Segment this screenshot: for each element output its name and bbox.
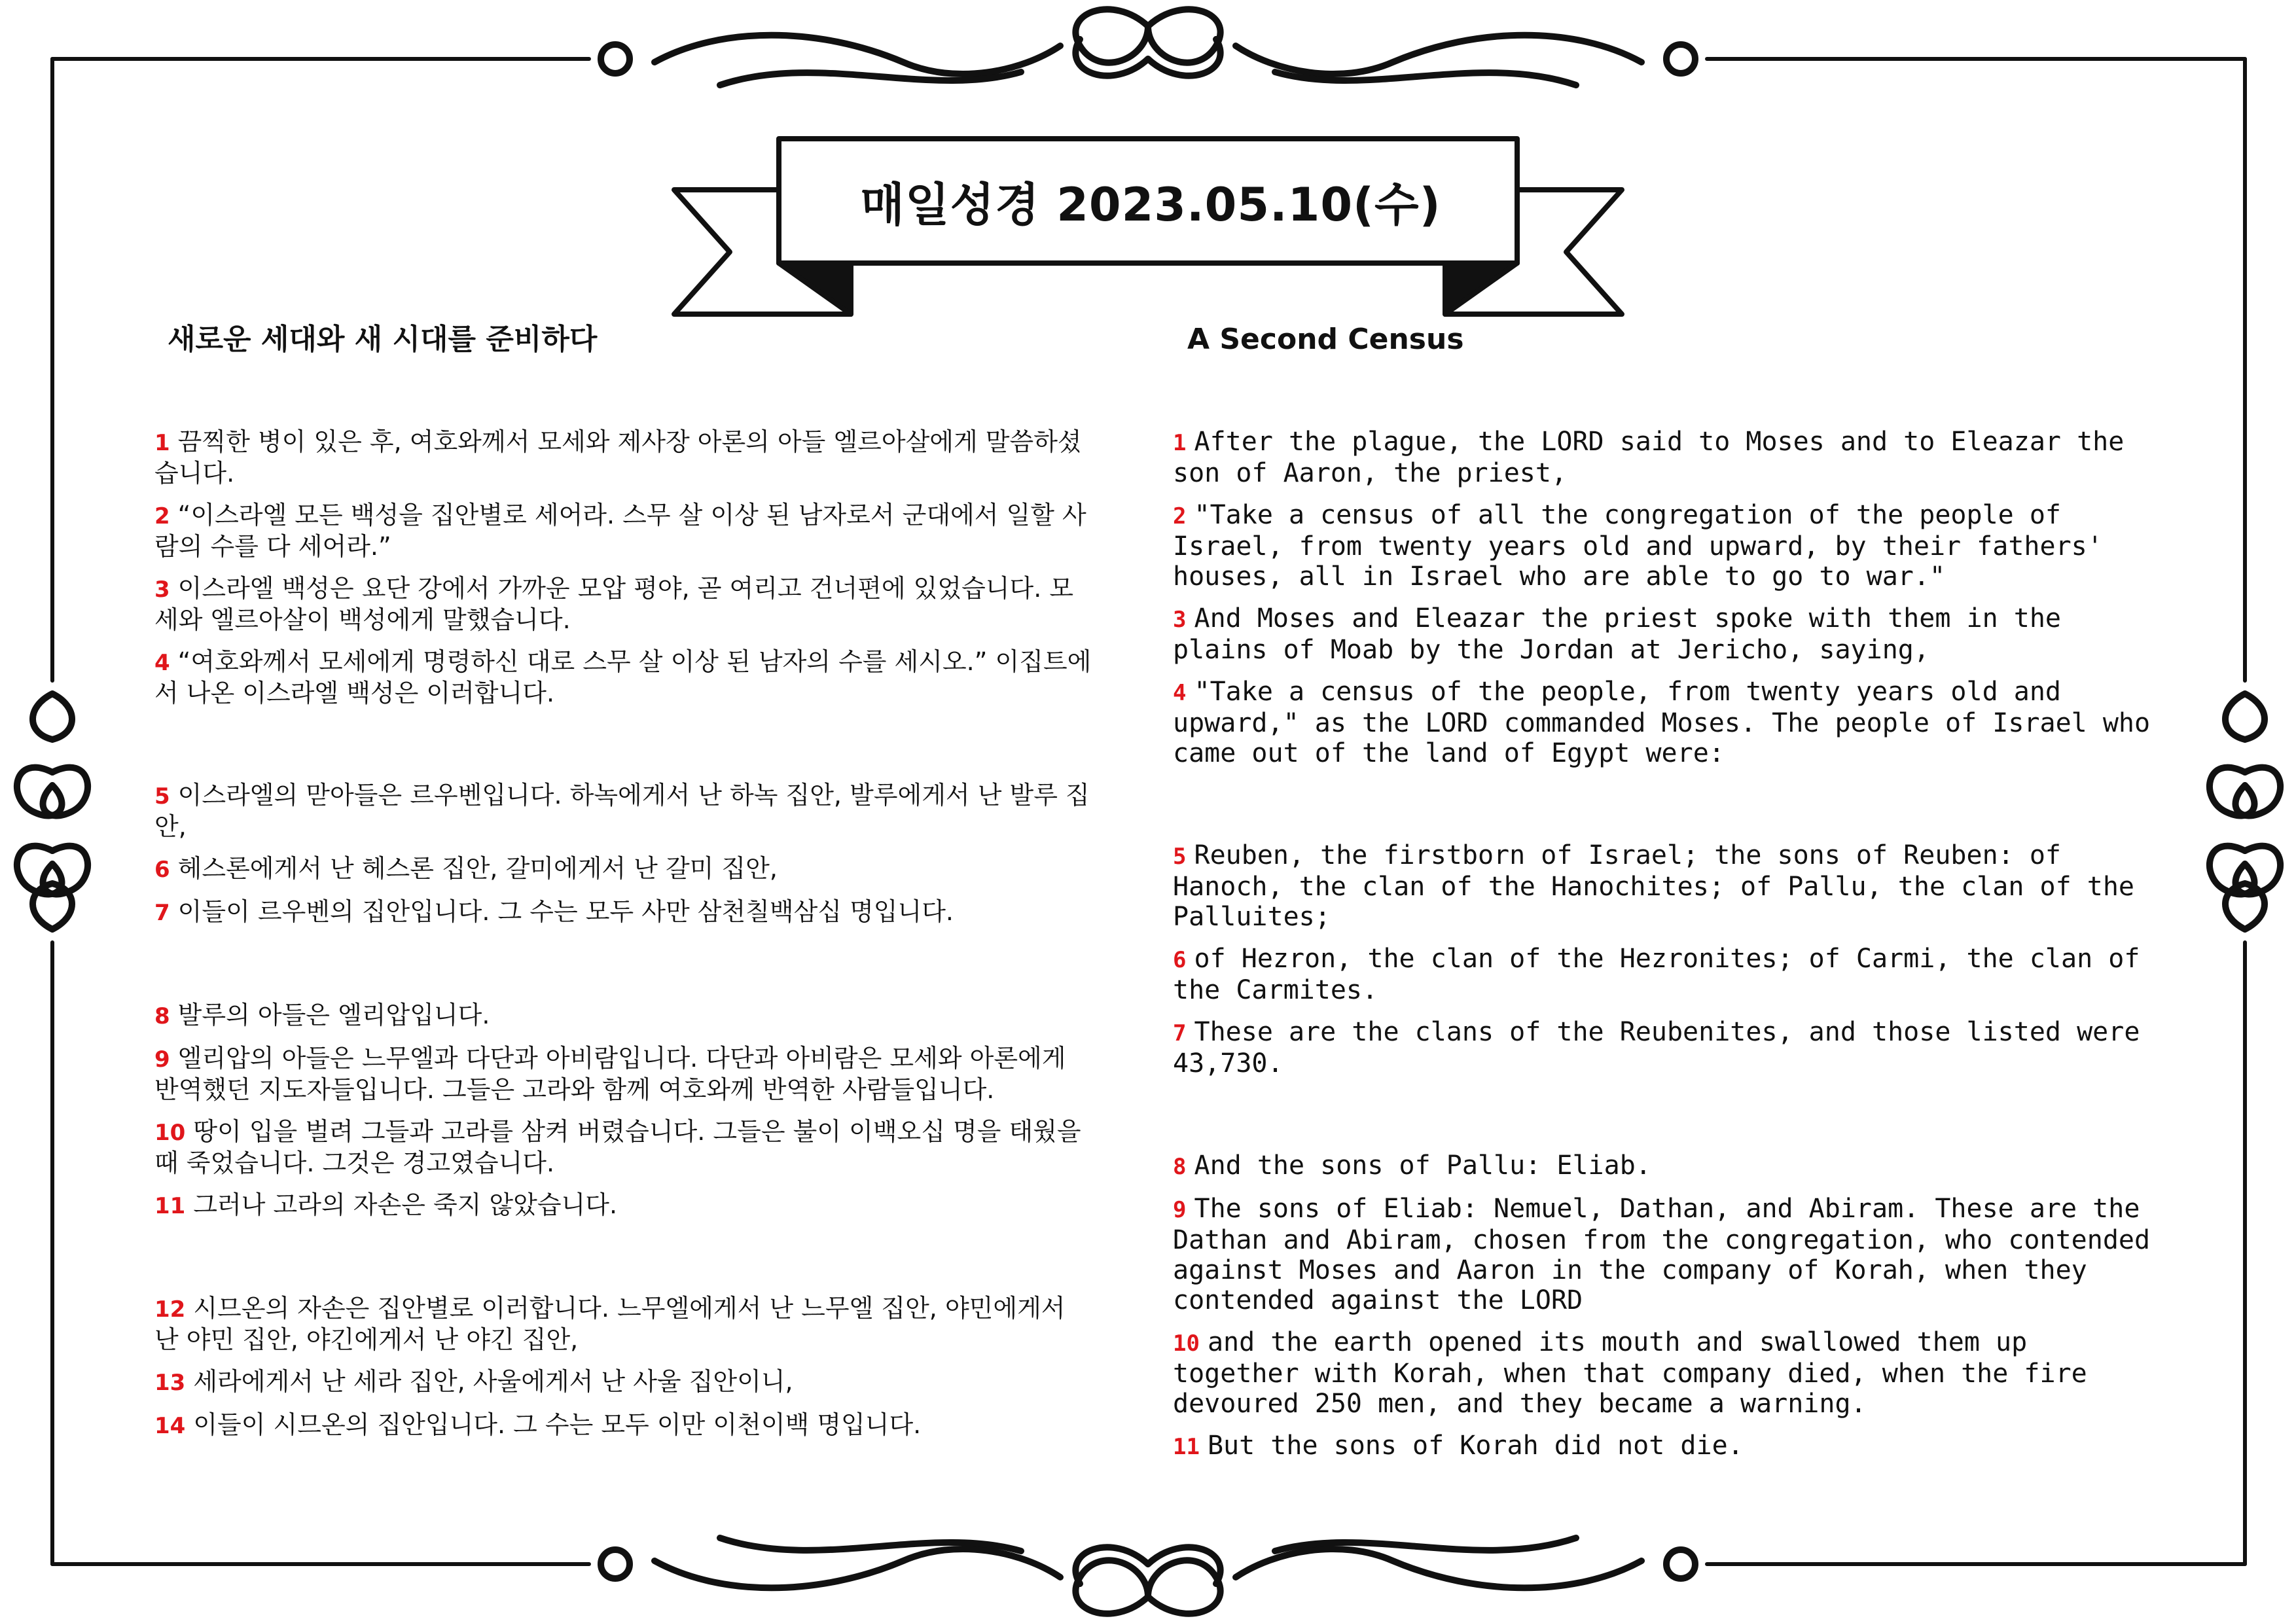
verse [1173, 427, 2155, 488]
verse [1173, 1017, 2155, 1079]
verse-number: 11 [154, 1193, 186, 1219]
verse-number: 8 [154, 1003, 170, 1029]
verse-number: 14 [154, 1413, 186, 1439]
verse [154, 1410, 1097, 1441]
verse-text: 엘리압의 아들은 느무엘과 다단과 아비람입니다. 다단과 아비람은 모세와 아론에게 반역했던 지도자들입니다. 그들은 고라와 함께 여호와께 반역한 사람들입니다. [154, 1044, 1066, 1104]
verse-number: 5 [1173, 844, 1187, 870]
verse [154, 1116, 1097, 1178]
verse [1173, 1150, 2155, 1182]
english-column [1173, 321, 2155, 1474]
verse [154, 1190, 1097, 1221]
verse-text: But the sons of Korah did not die. [1207, 1431, 1744, 1461]
verse-number: 7 [1173, 1020, 1187, 1046]
verse-text: 땅이 입을 벌려 그들과 고라를 삼켜 버렸습니다. 그들은 불이 이백오십 명을 태웠을 때 죽었습니다. 그것은 경고였습니다. [154, 1117, 1081, 1177]
verse-number: 3 [1173, 607, 1187, 633]
right-flourish [2210, 694, 2280, 929]
verse-number: 12 [154, 1296, 186, 1323]
verse [1173, 603, 2155, 665]
verse-text: 그러나 고라의 자손은 죽지 않았습니다. [193, 1190, 618, 1219]
verse [1173, 1327, 2155, 1419]
verse [154, 1043, 1097, 1105]
verse-text: “여호와께서 모세에게 명령하신 대로 스무 살 이상 된 남자의 수를 세시오.” 이집트에서 나온 이스라엘 백성은 이러합니다. [154, 647, 1092, 707]
verse [154, 500, 1097, 562]
left-flourish [17, 694, 88, 929]
verse-number: 6 [1173, 947, 1187, 973]
verse-text: "Take a census of all the congregation of the people of Israel, from twenty years old and upward, by their fathers' houses, all in Israel who are able to go to war." [1173, 500, 2103, 592]
korean-verses [154, 427, 1097, 1441]
verse-number: 6 [154, 857, 170, 883]
bottom-flourish [601, 1538, 1695, 1614]
verse [154, 573, 1097, 635]
verse-text: 이스라엘 백성은 요단 강에서 가까운 모압 평야, 곧 여리고 건너편에 있었습니다. 모세와 엘르아살이 백성에게 말했습니다. [154, 574, 1074, 634]
verse-text: 이스라엘의 맏아들은 르우벤입니다. 하녹에게서 난 하녹 집안, 발루에게서 난 발루 집안, [154, 781, 1090, 841]
verse-text: and the earth opened its mouth and swallowed them up together with Korah, when that company died, when the fire devoured 250 men, and they became a warning. [1173, 1327, 2087, 1419]
verse [1173, 1431, 2155, 1462]
section-gap [1173, 780, 2155, 840]
verse-text: of Hezron, the clan of the Hezronites; of Carmi, the clan of the Carmites. [1173, 944, 2140, 1005]
verse-text: After the plague, the LORD said to Moses and to Eleazar the son of Aaron, the priest, [1173, 427, 2125, 488]
verse-text: These are the clans of the Reubenites, and those listed were 43,730. [1173, 1017, 2140, 1079]
verse [1173, 944, 2155, 1005]
verse [154, 1366, 1097, 1398]
section-gap [154, 720, 1097, 780]
english-verses [1173, 427, 2155, 1462]
korean-column [154, 321, 1097, 1453]
verse [1173, 500, 2155, 592]
verse-number: 9 [154, 1046, 170, 1073]
english-heading: A Second Census [1187, 323, 1464, 356]
verse-number: 7 [154, 900, 170, 926]
section-gap [1173, 1090, 2155, 1150]
verse-text: 끔찍한 병이 있은 후, 여호와께서 모세와 제사장 아론의 아들 엘르아살에게 말씀하셨습니다. [154, 427, 1082, 488]
verse [1173, 840, 2155, 932]
korean-heading: 새로운 세대와 새 시대를 준비하다 [168, 323, 598, 356]
verse-text: And Moses and Eleazar the priest spoke with them in the plains of Moab by the Jordan at Jericho, saying, [1173, 603, 2061, 665]
verse-text: 시므온의 자손은 집안별로 이러합니다. 느무엘에게서 난 느무엘 집안, 야민에게서 난 야민 집안, 야긴에게서 난 야긴 집안, [154, 1294, 1066, 1354]
section-gap [154, 1233, 1097, 1293]
verse-text: "Take a census of the people, from twenty years old and upward," as the LORD commanded Moses. The people of Israel who came out of the land of Egypt were: [1173, 677, 2151, 768]
verse-number: 10 [154, 1120, 186, 1146]
verse-text: “이스라엘 모든 백성을 집안별로 세어라. 스무 살 이상 된 남자로서 군대에서 일할 사람의 수를 다 세어라.” [154, 501, 1086, 561]
verse-number: 3 [154, 577, 170, 603]
verse [154, 853, 1097, 885]
verse-number: 5 [154, 783, 170, 810]
verse-text: 세라에게서 난 세라 집안, 사울에게서 난 사울 집안이니, [193, 1367, 793, 1396]
verse-number: 1 [154, 430, 170, 456]
verse-text: And the sons of Pallu: Eliab. [1194, 1150, 1651, 1181]
verse-text: 발루의 아들은 엘리압입니다. [177, 1001, 490, 1029]
verse [154, 780, 1097, 842]
verse-number: 2 [1173, 503, 1187, 529]
verse-number: 13 [154, 1370, 186, 1396]
verse-text: Reuben, the firstborn of Israel; the sons of Reuben: of Hanoch, the clan of the Hanochites; of Pallu, the clan of the Palluites; [1173, 840, 2135, 932]
verse-text: 이들이 시므온의 집안입니다. 그 수는 모두 이만 이천이백 명입니다. [193, 1410, 922, 1439]
verse [154, 897, 1097, 928]
verse-number: 1 [1173, 430, 1187, 456]
verse [154, 1293, 1097, 1355]
verse-number: 8 [1173, 1154, 1187, 1180]
verse [154, 427, 1097, 488]
verse-number: 4 [154, 650, 170, 676]
verse [1173, 1194, 2155, 1315]
verse-number: 9 [1173, 1197, 1187, 1223]
page-title: 매일성경 2023.05.10(수) [860, 177, 1441, 232]
verse [154, 647, 1097, 708]
verse-text: 헤스론에게서 난 헤스론 집안, 갈미에게서 난 갈미 집안, [177, 854, 778, 883]
top-flourish [601, 9, 1695, 85]
verse-number: 4 [1173, 680, 1187, 706]
verse-text: 이들이 르우벤의 집안입니다. 그 수는 모두 사만 삼천칠백삼십 명입니다. [177, 897, 954, 926]
section-gap [154, 940, 1097, 1000]
verse [154, 1000, 1097, 1031]
verse-number: 10 [1173, 1330, 1200, 1357]
verse [1173, 677, 2155, 768]
verse-number: 11 [1173, 1434, 1200, 1460]
verse-number: 2 [154, 503, 170, 529]
verse-text: The sons of Eliab: Nemuel, Dathan, and Abiram. These are the Dathan and Abiram, chosen from the congregation, who contended against Moses and Aaron in the company of Korah, when they contended against the LORD [1173, 1194, 2151, 1315]
